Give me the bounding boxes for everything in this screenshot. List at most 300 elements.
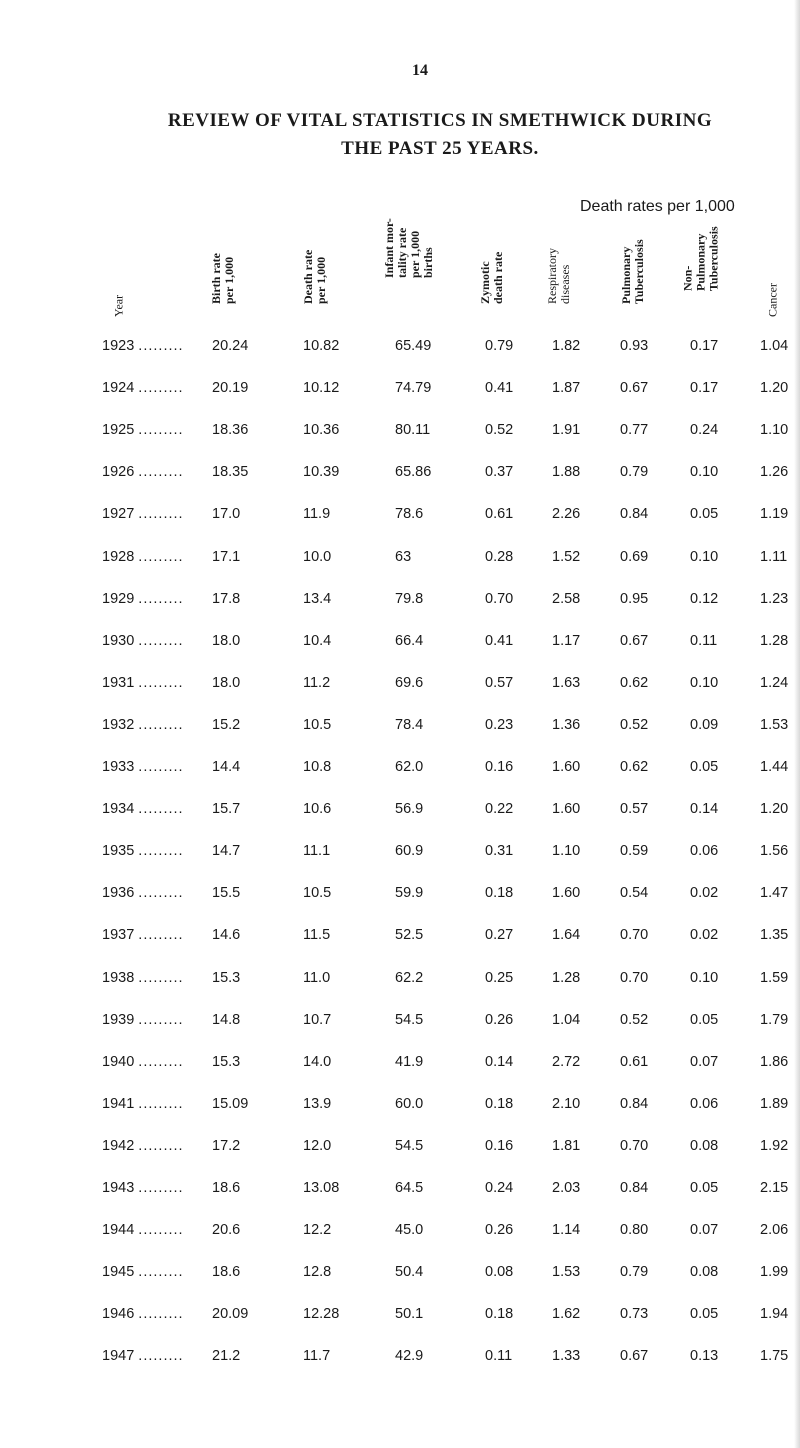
column-header-year-line: Year: [111, 294, 126, 317]
cell-pulm: 0.84: [620, 1096, 649, 1112]
table-row: [0, 843, 800, 863]
column-header-pulm-line: Pulmonary: [619, 246, 633, 304]
cell-death: 10.6: [303, 801, 332, 817]
column-header-zymotic-line: death rate: [491, 251, 505, 304]
cell-birth: 20.24: [212, 338, 249, 354]
cell-pulm: 0.52: [620, 717, 649, 733]
cell-death: 12.8: [303, 1264, 332, 1280]
cell-cancer: 1.19: [760, 506, 789, 522]
cell-resp: 1.10: [552, 843, 581, 859]
cell-zymotic: 0.26: [485, 1012, 514, 1028]
cell-cancer: 1.44: [760, 759, 789, 775]
cell-birth: 17.0: [212, 506, 241, 522]
cell-birth: 17.1: [212, 549, 241, 565]
year-value: 1923: [102, 338, 135, 354]
cell-death: 13.4: [303, 591, 332, 607]
year-value: 1931: [102, 675, 135, 691]
cell-pulm: 0.84: [620, 1180, 649, 1196]
leader-dots: .........: [138, 801, 184, 817]
cell-birth: 15.7: [212, 801, 241, 817]
table-row: [0, 1306, 800, 1326]
cell-death: 11.5: [303, 927, 331, 943]
cell-resp: 1.17: [552, 633, 581, 649]
cell-infant: 60.9: [395, 843, 424, 859]
leader-dots: .........: [138, 1054, 184, 1070]
cell-nonpulm: 0.17: [690, 380, 719, 396]
year-value: 1925: [102, 422, 135, 438]
cell-year: [102, 885, 184, 901]
cell-infant: 74.79: [395, 380, 432, 396]
cell-cancer: 1.79: [760, 1012, 789, 1028]
cell-birth: 15.5: [212, 885, 241, 901]
cell-year: [102, 464, 184, 480]
cell-year: [102, 380, 184, 396]
cell-zymotic: 0.18: [485, 1306, 514, 1322]
year-value: 1936: [102, 885, 135, 901]
cell-birth: 15.09: [212, 1096, 249, 1112]
cell-zymotic: 0.18: [485, 885, 514, 901]
leader-dots: .........: [138, 1096, 184, 1112]
cell-birth: 17.2: [212, 1138, 241, 1154]
cell-zymotic: 0.41: [485, 380, 514, 396]
cell-resp: 2.10: [552, 1096, 581, 1112]
cell-cancer: 1.53: [760, 717, 789, 733]
column-header-birth-line: Birth rate: [209, 253, 223, 304]
cell-nonpulm: 0.10: [690, 970, 719, 986]
cell-year: [102, 717, 184, 733]
cell-pulm: 0.57: [620, 801, 649, 817]
cell-resp: 1.64: [552, 927, 581, 943]
cell-nonpulm: 0.24: [690, 422, 719, 438]
cell-resp: 1.88: [552, 464, 581, 480]
cell-year: [102, 506, 184, 522]
year-value: 1946: [102, 1306, 135, 1322]
cell-infant: 78.4: [395, 717, 424, 733]
cell-year: [102, 1138, 184, 1154]
cell-cancer: 1.35: [760, 927, 789, 943]
cell-death: 11.0: [303, 970, 331, 986]
cell-infant: 65.49: [395, 338, 432, 354]
cell-nonpulm: 0.06: [690, 1096, 719, 1112]
cell-cancer: 1.26: [760, 464, 789, 480]
cell-pulm: 0.61: [620, 1054, 649, 1070]
table-row: [0, 1222, 800, 1242]
cell-cancer: 2.06: [760, 1222, 789, 1238]
cell-birth: 14.7: [212, 843, 241, 859]
table-row: [0, 591, 800, 611]
table-row: [0, 970, 800, 990]
cell-nonpulm: 0.02: [690, 885, 719, 901]
cell-year: [102, 338, 184, 354]
table-row: [0, 717, 800, 737]
cell-cancer: 1.04: [760, 338, 789, 354]
cell-pulm: 0.59: [620, 843, 649, 859]
table-row: [0, 1180, 800, 1200]
cell-resp: 1.91: [552, 422, 581, 438]
leader-dots: .........: [138, 1012, 184, 1028]
year-value: 1944: [102, 1222, 135, 1238]
column-header-nonpulm-line: Tuberculosis: [706, 226, 721, 291]
column-header-death: [301, 230, 328, 330]
cell-cancer: 1.24: [760, 675, 789, 691]
cell-zymotic: 0.31: [485, 843, 514, 859]
cell-zymotic: 0.25: [485, 970, 514, 986]
cell-year: [102, 843, 184, 859]
cell-birth: 14.4: [212, 759, 241, 775]
column-header-infant-line: Infant mor-: [382, 218, 396, 278]
cell-year: [102, 633, 184, 649]
column-header-cancer: [762, 230, 784, 330]
column-header-birth-line: per 1,000: [222, 256, 236, 304]
cell-birth: 14.8: [212, 1012, 241, 1028]
cell-nonpulm: 0.05: [690, 506, 719, 522]
cell-zymotic: 0.24: [485, 1180, 514, 1196]
cell-infant: 45.0: [395, 1222, 424, 1238]
leader-dots: .........: [138, 675, 184, 691]
year-value: 1928: [102, 549, 135, 565]
cell-nonpulm: 0.09: [690, 717, 719, 733]
column-header-death-line: per 1,000: [314, 256, 328, 304]
cell-birth: 15.3: [212, 970, 241, 986]
cell-pulm: 0.95: [620, 591, 649, 607]
cell-zymotic: 0.23: [485, 717, 514, 733]
cell-infant: 78.6: [395, 506, 424, 522]
cell-zymotic: 0.08: [485, 1264, 514, 1280]
column-header-year: [108, 230, 130, 330]
cell-nonpulm: 0.07: [690, 1222, 719, 1238]
cell-infant: 54.5: [395, 1138, 424, 1154]
leader-dots: .........: [138, 506, 184, 522]
table-row: [0, 380, 800, 400]
cell-cancer: 1.94: [760, 1306, 789, 1322]
column-header-nonpulm-line: Pulmonary: [693, 233, 708, 291]
cell-zymotic: 0.52: [485, 422, 514, 438]
cell-pulm: 0.54: [620, 885, 649, 901]
column-header-pulm: [619, 230, 646, 330]
cell-year: [102, 591, 184, 607]
leader-dots: .........: [138, 717, 184, 733]
column-header-zymotic-line: Zymotic: [478, 261, 492, 304]
cell-resp: 1.63: [552, 675, 581, 691]
cell-infant: 50.1: [395, 1306, 424, 1322]
cell-pulm: 0.69: [620, 549, 649, 565]
cell-year: [102, 1096, 184, 1112]
year-value: 1947: [102, 1348, 135, 1364]
cell-death: 10.5: [303, 885, 332, 901]
cell-resp: 1.60: [552, 759, 581, 775]
page-title: REVIEW OF VITAL STATISTICS IN SMETHWICK DURING: [167, 110, 713, 131]
cell-nonpulm: 0.05: [690, 1306, 719, 1322]
cell-death: 10.39: [303, 464, 340, 480]
year-value: 1929: [102, 591, 135, 607]
cell-cancer: 1.28: [760, 633, 789, 649]
cell-death: 10.12: [303, 380, 340, 396]
cell-infant: 80.11: [395, 422, 431, 438]
column-header-infant: [382, 218, 435, 330]
cell-birth: 18.36: [212, 422, 249, 438]
cell-zymotic: 0.18: [485, 1096, 514, 1112]
cell-zymotic: 0.16: [485, 1138, 514, 1154]
table-row: [0, 759, 800, 779]
cell-resp: 1.82: [552, 338, 581, 354]
cell-infant: 66.4: [395, 633, 424, 649]
cell-nonpulm: 0.14: [690, 801, 719, 817]
leader-dots: .........: [138, 970, 184, 986]
cell-zymotic: 0.79: [485, 338, 514, 354]
cell-infant: 42.9: [395, 1348, 424, 1364]
column-header-resp-line: Respiratory: [545, 248, 559, 304]
cell-year: [102, 759, 184, 775]
column-header-pulm-line: Tuberculosis: [632, 239, 646, 304]
column-header-birth: [209, 230, 236, 330]
cell-cancer: 1.23: [760, 591, 789, 607]
cell-year: [102, 801, 184, 817]
cell-cancer: 1.11: [760, 549, 788, 565]
cell-infant: 79.8: [395, 591, 424, 607]
column-header-infant-line: tality rate: [395, 227, 409, 278]
year-value: 1932: [102, 717, 135, 733]
cell-resp: 1.14: [552, 1222, 581, 1238]
cell-year: [102, 1306, 184, 1322]
leader-dots: .........: [138, 380, 184, 396]
cell-infant: 62.0: [395, 759, 424, 775]
cell-death: 11.9: [303, 506, 331, 522]
cell-zymotic: 0.61: [485, 506, 514, 522]
cell-infant: 41.9: [395, 1054, 424, 1070]
cell-year: [102, 1264, 184, 1280]
leader-dots: .........: [138, 885, 184, 901]
cell-death: 10.7: [303, 1012, 332, 1028]
cell-zymotic: 0.28: [485, 549, 514, 565]
cell-death: 12.0: [303, 1138, 332, 1154]
cell-birth: 18.6: [212, 1180, 241, 1196]
table-row: [0, 338, 800, 358]
year-value: 1937: [102, 927, 135, 943]
table-row: [0, 506, 800, 526]
column-header-zymotic: [478, 230, 505, 330]
cell-pulm: 0.70: [620, 970, 649, 986]
cell-birth: 18.35: [212, 464, 249, 480]
cell-zymotic: 0.26: [485, 1222, 514, 1238]
leader-dots: .........: [138, 549, 184, 565]
year-value: 1938: [102, 970, 135, 986]
cell-infant: 63: [395, 549, 412, 565]
leader-dots: .........: [138, 1306, 184, 1322]
cell-cancer: 1.86: [760, 1054, 789, 1070]
cell-zymotic: 0.57: [485, 675, 514, 691]
cell-nonpulm: 0.10: [690, 464, 719, 480]
cell-resp: 1.28: [552, 970, 581, 986]
cell-infant: 69.6: [395, 675, 424, 691]
cell-nonpulm: 0.05: [690, 1012, 719, 1028]
cell-birth: 18.0: [212, 633, 241, 649]
year-value: 1935: [102, 843, 135, 859]
cell-nonpulm: 0.10: [690, 549, 719, 565]
cell-infant: 52.5: [395, 927, 424, 943]
cell-pulm: 0.67: [620, 1348, 649, 1364]
cell-nonpulm: 0.10: [690, 675, 719, 691]
cell-year: [102, 1054, 184, 1070]
column-header-nonpulm: [680, 226, 721, 330]
cell-pulm: 0.93: [620, 338, 649, 354]
cell-cancer: 1.75: [760, 1348, 789, 1364]
cell-resp: 1.04: [552, 1012, 581, 1028]
table-row: [0, 1348, 800, 1368]
cell-resp: 1.53: [552, 1264, 581, 1280]
leader-dots: .........: [138, 1180, 184, 1196]
cell-resp: 1.36: [552, 717, 581, 733]
column-header-infant-line: births: [421, 247, 435, 278]
cell-infant: 50.4: [395, 1264, 424, 1280]
year-value: 1924: [102, 380, 135, 396]
table-row: [0, 422, 800, 442]
cell-resp: 1.81: [552, 1138, 581, 1154]
cell-nonpulm: 0.13: [690, 1348, 719, 1364]
cell-year: [102, 675, 184, 691]
cell-year: [102, 1222, 184, 1238]
cell-birth: 15.3: [212, 1054, 241, 1070]
cell-year: [102, 549, 184, 565]
leader-dots: .........: [138, 591, 184, 607]
year-value: 1940: [102, 1054, 135, 1070]
leader-dots: .........: [138, 1264, 184, 1280]
year-value: 1945: [102, 1264, 135, 1280]
column-header-cancer-line: Cancer: [765, 283, 780, 317]
cell-zymotic: 0.27: [485, 927, 514, 943]
cell-infant: 59.9: [395, 885, 424, 901]
cell-cancer: 1.20: [760, 801, 789, 817]
cell-infant: 64.5: [395, 1180, 424, 1196]
cell-nonpulm: 0.08: [690, 1138, 719, 1154]
cell-birth: 14.6: [212, 927, 241, 943]
year-value: 1926: [102, 464, 135, 480]
cell-zymotic: 0.37: [485, 464, 514, 480]
cell-cancer: 1.89: [760, 1096, 789, 1112]
cell-birth: 21.2: [212, 1348, 241, 1364]
cell-death: 13.9: [303, 1096, 332, 1112]
cell-year: [102, 422, 184, 438]
cell-cancer: 2.15: [760, 1180, 789, 1196]
cell-cancer: 1.92: [760, 1138, 789, 1154]
cell-nonpulm: 0.06: [690, 843, 719, 859]
table-row: [0, 1138, 800, 1158]
cell-zymotic: 0.11: [485, 1348, 513, 1364]
table-row: [0, 1264, 800, 1284]
leader-dots: .........: [138, 1348, 184, 1364]
page-edge-shadow: [794, 0, 800, 1448]
year-value: 1943: [102, 1180, 135, 1196]
column-header-infant-line: per 1,000: [408, 230, 422, 278]
cell-death: 11.2: [303, 675, 331, 691]
cell-pulm: 0.62: [620, 759, 649, 775]
cell-resp: 1.87: [552, 380, 581, 396]
cell-nonpulm: 0.07: [690, 1054, 719, 1070]
cell-year: [102, 927, 184, 943]
cell-death: 12.28: [303, 1306, 340, 1322]
cell-resp: 2.26: [552, 506, 581, 522]
cell-resp: 1.52: [552, 549, 581, 565]
page-subtitle: THE PAST 25 YEARS.: [341, 138, 539, 159]
cell-death: 10.82: [303, 338, 340, 354]
cell-cancer: 1.47: [760, 885, 789, 901]
cell-pulm: 0.73: [620, 1306, 649, 1322]
cell-death: 10.36: [303, 422, 340, 438]
table-row: [0, 885, 800, 905]
year-value: 1933: [102, 759, 135, 775]
column-header-nonpulm-line: Non-: [680, 265, 695, 291]
cell-year: [102, 1180, 184, 1196]
cell-infant: 62.2: [395, 970, 424, 986]
cell-nonpulm: 0.11: [690, 633, 718, 649]
cell-resp: 1.62: [552, 1306, 581, 1322]
table-row: [0, 1096, 800, 1116]
cell-infant: 56.9: [395, 801, 424, 817]
cell-birth: 17.8: [212, 591, 241, 607]
year-value: 1941: [102, 1096, 135, 1112]
cell-pulm: 0.67: [620, 380, 649, 396]
table-row: [0, 675, 800, 695]
cell-pulm: 0.52: [620, 1012, 649, 1028]
cell-nonpulm: 0.08: [690, 1264, 719, 1280]
cell-pulm: 0.80: [620, 1222, 649, 1238]
leader-dots: .........: [138, 633, 184, 649]
cell-birth: 20.09: [212, 1306, 249, 1322]
cell-pulm: 0.84: [620, 506, 649, 522]
cell-resp: 2.58: [552, 591, 581, 607]
cell-birth: 20.6: [212, 1222, 241, 1238]
cell-nonpulm: 0.02: [690, 927, 719, 943]
cell-infant: 65.86: [395, 464, 432, 480]
cell-pulm: 0.70: [620, 1138, 649, 1154]
cell-zymotic: 0.16: [485, 759, 514, 775]
table-row: [0, 633, 800, 653]
cell-death: 14.0: [303, 1054, 332, 1070]
cell-cancer: 1.99: [760, 1264, 789, 1280]
cell-pulm: 0.70: [620, 927, 649, 943]
cell-birth: 18.6: [212, 1264, 241, 1280]
cell-nonpulm: 0.12: [690, 591, 719, 607]
year-value: 1942: [102, 1138, 135, 1154]
cell-resp: 2.03: [552, 1180, 581, 1196]
leader-dots: .........: [138, 927, 184, 943]
cell-cancer: 1.56: [760, 843, 789, 859]
cell-death: 10.5: [303, 717, 332, 733]
cell-pulm: 0.77: [620, 422, 649, 438]
cell-birth: 15.2: [212, 717, 241, 733]
cell-death: 11.7: [303, 1348, 331, 1364]
cell-nonpulm: 0.05: [690, 759, 719, 775]
cell-year: [102, 1012, 184, 1028]
table-row: [0, 927, 800, 947]
cell-pulm: 0.79: [620, 464, 649, 480]
year-value: 1927: [102, 506, 135, 522]
cell-birth: 18.0: [212, 675, 241, 691]
cell-zymotic: 0.41: [485, 633, 514, 649]
cell-infant: 54.5: [395, 1012, 424, 1028]
column-header-death-line: Death rate: [301, 249, 315, 304]
cell-pulm: 0.67: [620, 633, 649, 649]
cell-death: 11.1: [303, 843, 331, 859]
year-value: 1934: [102, 801, 135, 817]
cell-nonpulm: 0.05: [690, 1180, 719, 1196]
page-number: 14: [412, 62, 428, 79]
table-row: [0, 464, 800, 484]
cell-cancer: 1.59: [760, 970, 789, 986]
cell-resp: 2.72: [552, 1054, 581, 1070]
cell-death: 10.8: [303, 759, 332, 775]
leader-dots: .........: [138, 843, 184, 859]
leader-dots: .........: [138, 338, 184, 354]
